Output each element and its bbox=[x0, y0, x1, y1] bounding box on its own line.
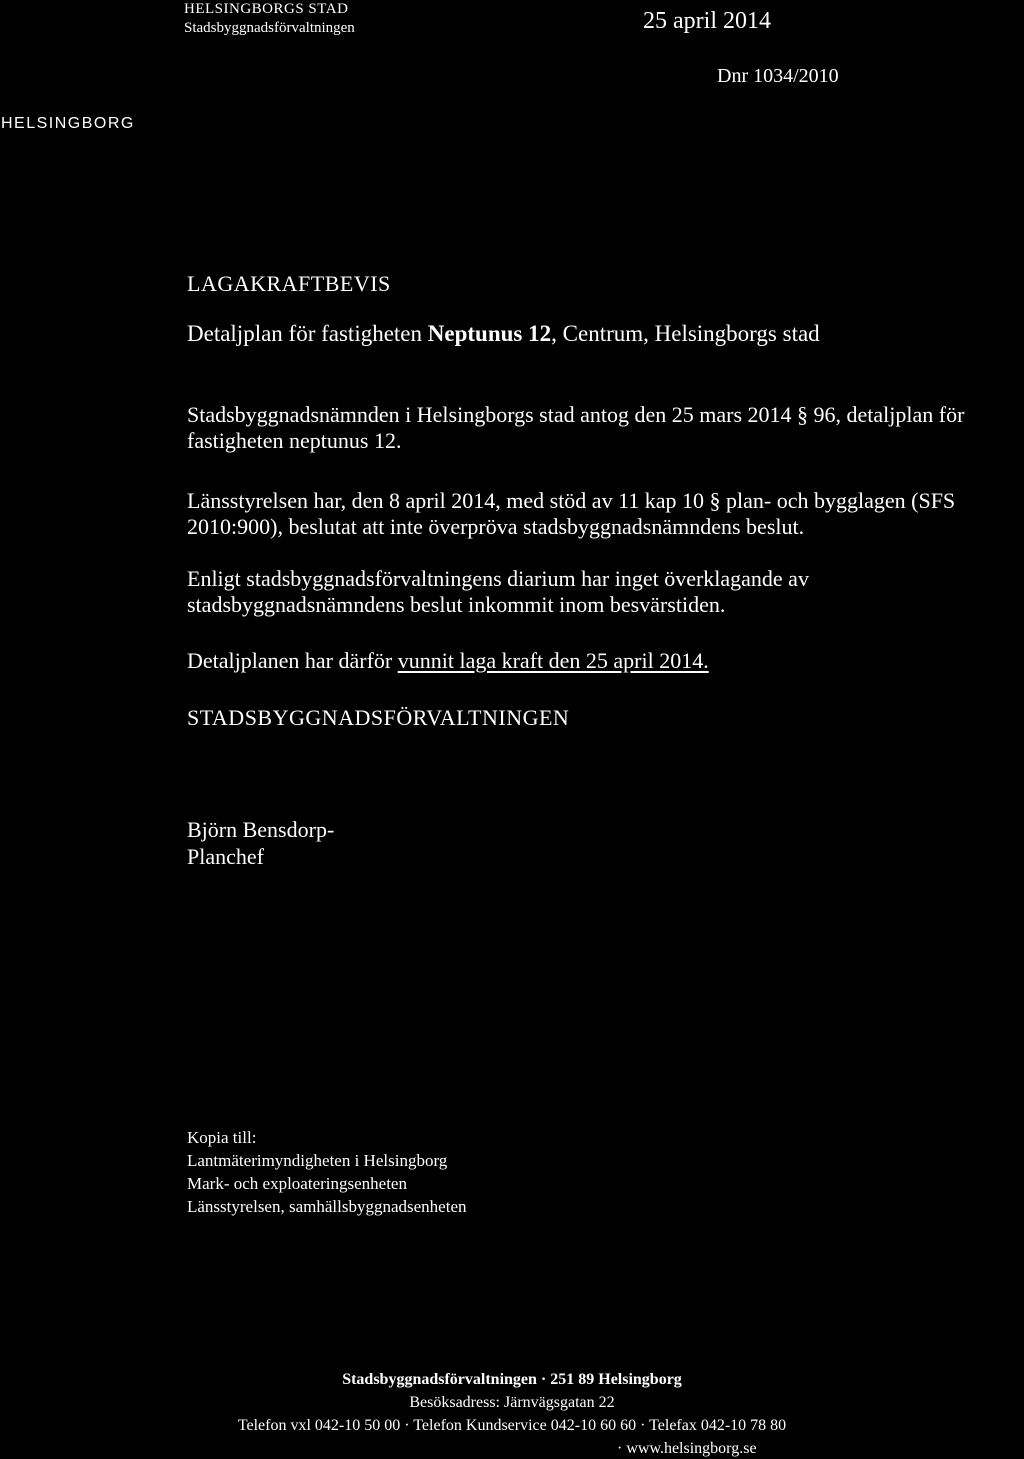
footer-website: · www.helsingborg.se bbox=[617, 1440, 757, 1457]
signatory-role: Planchef bbox=[187, 844, 264, 869]
copy-recipient: Länsstyrelsen, samhällsbyggnadsenheten bbox=[187, 1197, 467, 1216]
document-title: LAGAKRAFTBEVIS bbox=[187, 271, 391, 296]
footer-phone-line: Telefon vxl 042-10 50 00 · Telefon Kundservice 042-10 60 60 · Telefax 042-10 78 80 bbox=[237, 1417, 787, 1434]
department-name: Stadsbyggnadsförvaltningen bbox=[184, 20, 355, 36]
org-name: HELSINGBORGS STAD bbox=[184, 1, 349, 17]
copy-label: Kopia till: bbox=[187, 1128, 257, 1147]
paragraph-legal-force bbox=[187, 648, 1022, 674]
legal-force-prefix: Detaljplanen har därför bbox=[187, 648, 398, 673]
signatory-name: Björn Bensdorp- bbox=[187, 817, 335, 842]
copy-recipient: Mark- och exploateringsenheten bbox=[187, 1174, 407, 1193]
document-date: 25 april 2014 bbox=[643, 8, 771, 34]
paragraph-county-board: Länsstyrelsen har, den 8 april 2014, med stöd av 11 kap 10 § plan- och bygglagen (SFS 2010:900), beslutat att inte överpröva stadsbyggnadsnämndens beslut. bbox=[187, 488, 956, 539]
subject-suffix: , Centrum, Helsingborgs stad bbox=[551, 321, 820, 346]
document-subject bbox=[187, 320, 820, 348]
issuing-department: STADSBYGGNADSFÖRVALTNINGEN bbox=[187, 705, 570, 730]
diary-number: Dnr 1034/2010 bbox=[717, 65, 839, 87]
copy-recipients bbox=[187, 1126, 467, 1218]
city-logo-wordmark: HELSINGBORG bbox=[1, 115, 135, 132]
footer-address-line: Stadsbyggnadsförvaltningen · 251 89 Helsingborg bbox=[342, 1371, 682, 1388]
paragraph-adoption: Stadsbyggnadsnämnden i Helsingborgs stad antog den 25 mars 2014 § 96, detaljplan för fastigheten neptunus 12. bbox=[187, 402, 965, 453]
copy-recipient: Lantmäterimyndigheten i Helsingborg bbox=[187, 1151, 448, 1170]
footer-visit-address: Besöksadress: Järnvägsgatan 22 bbox=[409, 1394, 615, 1411]
paragraph-no-appeal: Enligt stadsbyggnadsförvaltningens diarium har inget överklagande av stadsbyggnadsnämndens beslut inkommit inom besvärstiden. bbox=[187, 566, 809, 617]
legal-force-statement: vunnit laga kraft den 25 april 2014. bbox=[397, 648, 709, 673]
property-name: Neptunus 12 bbox=[427, 321, 552, 346]
subject-prefix: Detaljplan för fastigheten bbox=[187, 321, 428, 346]
